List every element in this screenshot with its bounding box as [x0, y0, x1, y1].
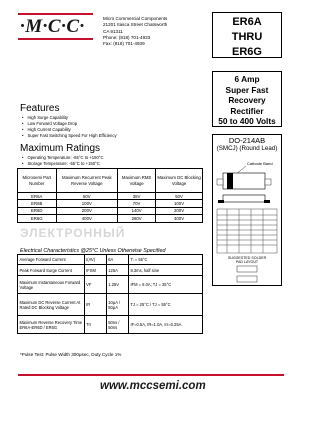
table-cell: 6A [106, 255, 128, 265]
address-line: 21201 Itasca Street Chatsworth [103, 22, 168, 28]
table-row [18, 316, 203, 334]
table-row [18, 294, 203, 316]
table-cell: I(AV) [84, 255, 106, 265]
rating-voltage: 50 to 400 Volts [218, 116, 276, 126]
company-address [103, 16, 213, 47]
table-cell: IF=0.5A, IR=1.0A, Irr=0.25A [128, 316, 202, 334]
package-name: DO-214AB [228, 136, 266, 145]
electrical-table [17, 254, 203, 334]
list-item: • Storage Temperature: -55°C to +150°C [22, 161, 103, 167]
table-header-row [18, 169, 203, 193]
table-cell: ER6A [18, 193, 57, 200]
address-line: Micro Commercial Components [103, 16, 168, 21]
address-line: CA 91311 [103, 28, 123, 34]
table-cell: 100V [156, 200, 203, 207]
part-number-box [212, 12, 282, 58]
list-item: • High Surge Capability [22, 115, 117, 121]
table-cell: IR [84, 294, 106, 316]
table-row [18, 276, 203, 294]
table-row [18, 255, 203, 265]
table-row [18, 265, 203, 276]
table-header: Microsemi Part Number [18, 169, 57, 193]
table-cell: 100V [56, 200, 118, 207]
table-header: Maximum DC Blocking Voltage [156, 169, 203, 193]
table-cell: VF [84, 276, 106, 294]
table-cell: 140V [118, 207, 156, 214]
table-cell: Tₗ = 55°C [128, 255, 202, 265]
list-item: • Super Fast Switching Speed For High Efficiency [22, 133, 117, 139]
address-line: Phone: (818) 701-4933 [103, 34, 151, 40]
table-cell: 1.25V [106, 276, 128, 294]
table-cell: 8.3ms, half sine [128, 265, 202, 276]
features-list [22, 115, 117, 139]
table-cell: 35V [118, 193, 156, 200]
list-item: • Low Forward Voltage Drop [22, 121, 117, 127]
table-cell: 400V [156, 215, 203, 222]
address-line: Fax: (818) 701-4939 [103, 41, 145, 47]
table-row [18, 193, 203, 200]
part-first: ER6A [232, 16, 262, 28]
package-outline-drawing [213, 135, 281, 285]
table-cell: 50V [56, 193, 118, 200]
logo-line-top [18, 13, 93, 15]
table-cell: ER6B [18, 200, 57, 207]
features-title: Features [20, 103, 60, 114]
table-cell: IFSM [84, 265, 106, 276]
table-cell: ER6G [18, 215, 57, 222]
footer-url[interactable]: www.mccsemi.com [100, 380, 206, 392]
footer-line [18, 374, 284, 376]
table-cell: 50ns / 50ns [106, 316, 128, 334]
part-thru: THRU [231, 31, 263, 43]
table-cell: 70V [118, 200, 156, 207]
table-cell: Maximum Instantaneous Forward Voltage [18, 276, 85, 294]
table-cell: TJ = 25°C / TJ = 55°C [128, 294, 202, 316]
company-logo: ·M·C·C· [20, 16, 85, 37]
pad-layout-label: SUGGESTED SOLDER [227, 256, 267, 260]
list-item: • Operating Temperature: -65°C to +150°C [22, 155, 103, 161]
package-subtitle: (SMCJ) (Round Lead) [216, 144, 278, 152]
table-cell: 200V [56, 207, 118, 214]
cathode-band-label: Cathode Band [247, 161, 273, 166]
table-row [18, 200, 203, 207]
list-item: • High Current Capability [22, 127, 117, 133]
table-cell: Maximum DC Reverse Current At Rated DC Blocking Voltage [18, 294, 85, 316]
table-header: Maximum RMS Voltage [118, 169, 156, 193]
table-cell: Peak Forward Surge Current [18, 265, 85, 276]
table-row [18, 215, 203, 222]
watermark-text: ЭЛЕКТРОННЫЙ [20, 226, 126, 240]
part-last: ER6G [232, 46, 262, 58]
table-cell: Average Forward Current [18, 255, 85, 265]
table-cell: IFM = 6.0A; TJ = 25°C [128, 276, 202, 294]
table-cell: Maximum Reverse Recovery Time ER6A-ER6D / ER6G [18, 316, 85, 334]
table-cell: 200V [156, 207, 203, 214]
electrical-title: Electrical Characteristics @25°C Unless Otherwise Specified [20, 248, 166, 254]
max-ratings-title: Maximum Ratings [20, 143, 101, 154]
table-cell: 125A [106, 265, 128, 276]
rating-type: Super Fast Recovery [225, 84, 269, 105]
max-ratings-list [22, 155, 103, 167]
table-cell: Trr [84, 316, 106, 334]
pad-layout-label-2: PAD LAYOUT [235, 260, 259, 264]
pulse-test-note: *Pulse Test: Pulse Width 300μsec, Duty Cycle 1% [20, 352, 122, 357]
max-ratings-table [17, 168, 203, 223]
table-cell: ER6D [18, 207, 57, 214]
table-cell: 10μA / 50μA [106, 294, 128, 316]
logo-line-bottom [18, 38, 93, 40]
table-cell: 280V [118, 215, 156, 222]
table-row [18, 207, 203, 214]
table-cell: 50V [156, 193, 203, 200]
rating-device: Rectifier [230, 105, 264, 116]
rating-current: 6 Amp [234, 74, 260, 84]
rating-box [212, 71, 282, 127]
table-header: Maximum Recurrent Peak Reverse Voltage [56, 169, 118, 193]
table-cell: 400V [56, 215, 118, 222]
package-drawing-box [212, 134, 282, 286]
